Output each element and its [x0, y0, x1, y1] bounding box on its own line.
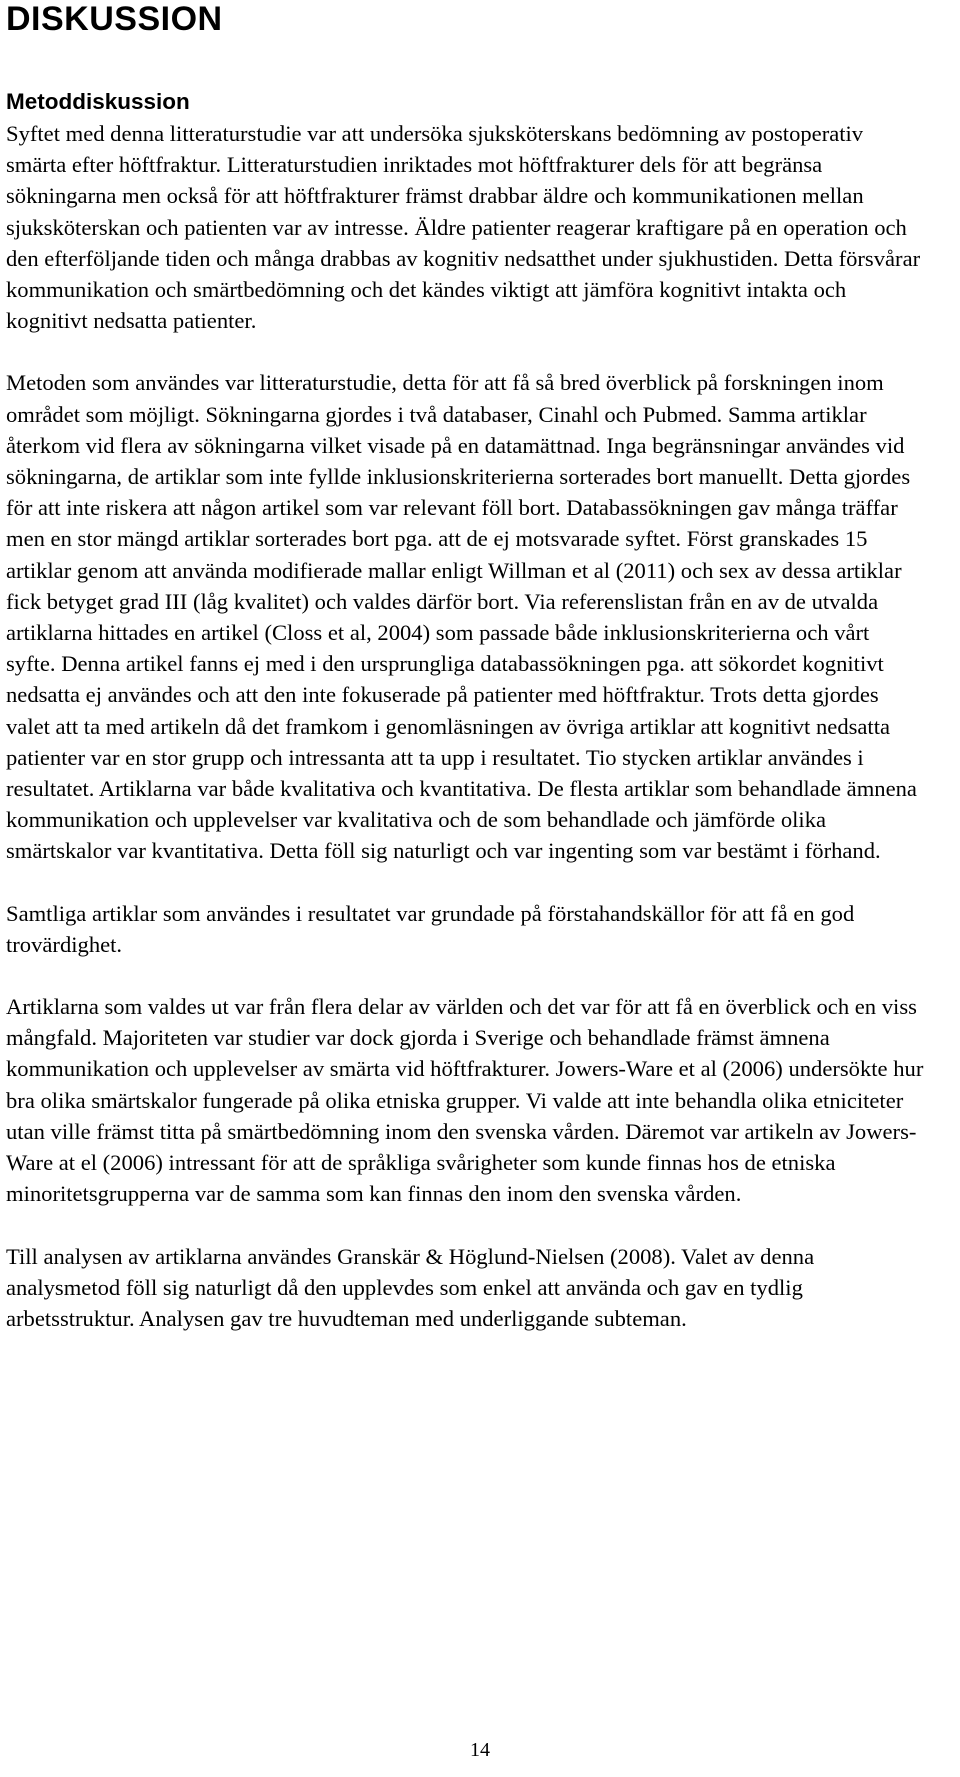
page-number: 14: [470, 1739, 490, 1761]
paragraph-articles: Artiklarna som valdes ut var från flera delar av världen och det var för att få en överblick och en viss mångfald. Majoriteten var studier var dock gjorda i Sverige och behandlade främst ämnena kommunikation och upplevelser av smärta vid höftfrakturer. Jowers-Ware et al (2006) undersökte hur bra olika smärtskalor fungerade på olika etniska grupper. Vi valde att inte behandla olika etniciteter utan ville främst titta på smärtbedömning inom den svenska vården. Däremot var artikeln av Jowers-Ware at el (2006) intressant för att de språkliga svårigheter som kunde finnas hos de etniska minoritetsgrupperna var de samma som kan finnas den inom den svenska vården.: [6, 994, 924, 1207]
document-page: [6, 0, 924, 1334]
paragraph-analysis: Till analysen av artiklarna användes Granskär & Höglund-Nielsen (2008). Valet av denna analysmetod föll sig naturligt då den upplevdes som enkel att använda och gav en tydlig arbetsstruktur. Analysen gav tre huvudteman med underliggande subteman.: [6, 1243, 815, 1331]
section-heading: DISKUSSION: [6, 0, 223, 38]
subsection-heading: Metoddiskussion: [6, 89, 190, 114]
paragraph-sources: Samtliga artiklar som användes i resultatet var grundade på förstahandskällor för att få en god trovärdighet.: [6, 900, 855, 957]
paragraph-method: Metoden som användes var litteraturstudie, detta för att få så bred överblick på forskningen inom området som möjligt. Sökningarna gjordes i två databaser, Cinahl och Pubmed. Samma artiklar återkom vid flera av sökningarna vilket visade på en datamättnad. Inga begränsningar användes vid sökningarna, de artiklar som inte fyllde inklusionskriterierna sorterades bort manuellt. Detta gjordes för att inte riskera att någon artikel som var relevant föll bort. Databassökningen gav många träffar men en stor mängd artiklar sorterades bort pga. att de ej motsvarade syftet. Först granskades 15 artiklar genom att använda modifierade mallar enligt Willman et al (2011) och sex av dessa artiklar fick betyget grad III (låg kvalitet) och valdes därför bort. Via referenslistan från en av de utvalda artiklarna hittades en artikel (Closs et al, 2004) som passade både inklusionskriterierna och vårt syfte. Denna artikel fanns ej med i den ursprungliga databassökningen pga. att sökordet kognitivt nedsatta ej användes och att den inte fokuserade på patienter med höftfraktur. Trots detta gjordes valet att ta med artikeln då det framkom i genomläsningen av övriga artiklar att kognitivt nedsatta patienter var en stor grupp och intressanta att ta upp i resultatet. Tio stycken artiklar användes i resultatet. Artiklarna var både kvalitativa och kvantitativa. De flesta artiklar som behandlade ämnena kommunikation och upplevelser var kvalitativa och de som behandlade och jämförde olika smärtskalor var kvantitativa. Detta föll sig naturligt och var ingenting som var bestämt i förhand.: [6, 370, 917, 864]
paragraph-purpose: Syftet med denna litteraturstudie var att undersöka sjuksköterskans bedömning av postoperativ smärta efter höftfraktur. Litteraturstudien inriktades mot höftfrakturer dels för att begränsa sökningarna men också för att höftfrakturer främst drabbar äldre och kommunikationen mellan sjuksköterskan och patienten var av intresse. Äldre patienter reagerar kraftigare på en operation och den efterföljande tiden och många drabbas av kognitiv nedsatthet under sjukhustiden. Detta försvårar kommunikation och smärtbedömning och det kändes viktigt att jämföra kognitivt intakta och kognitivt nedsatta patienter.: [6, 121, 921, 334]
